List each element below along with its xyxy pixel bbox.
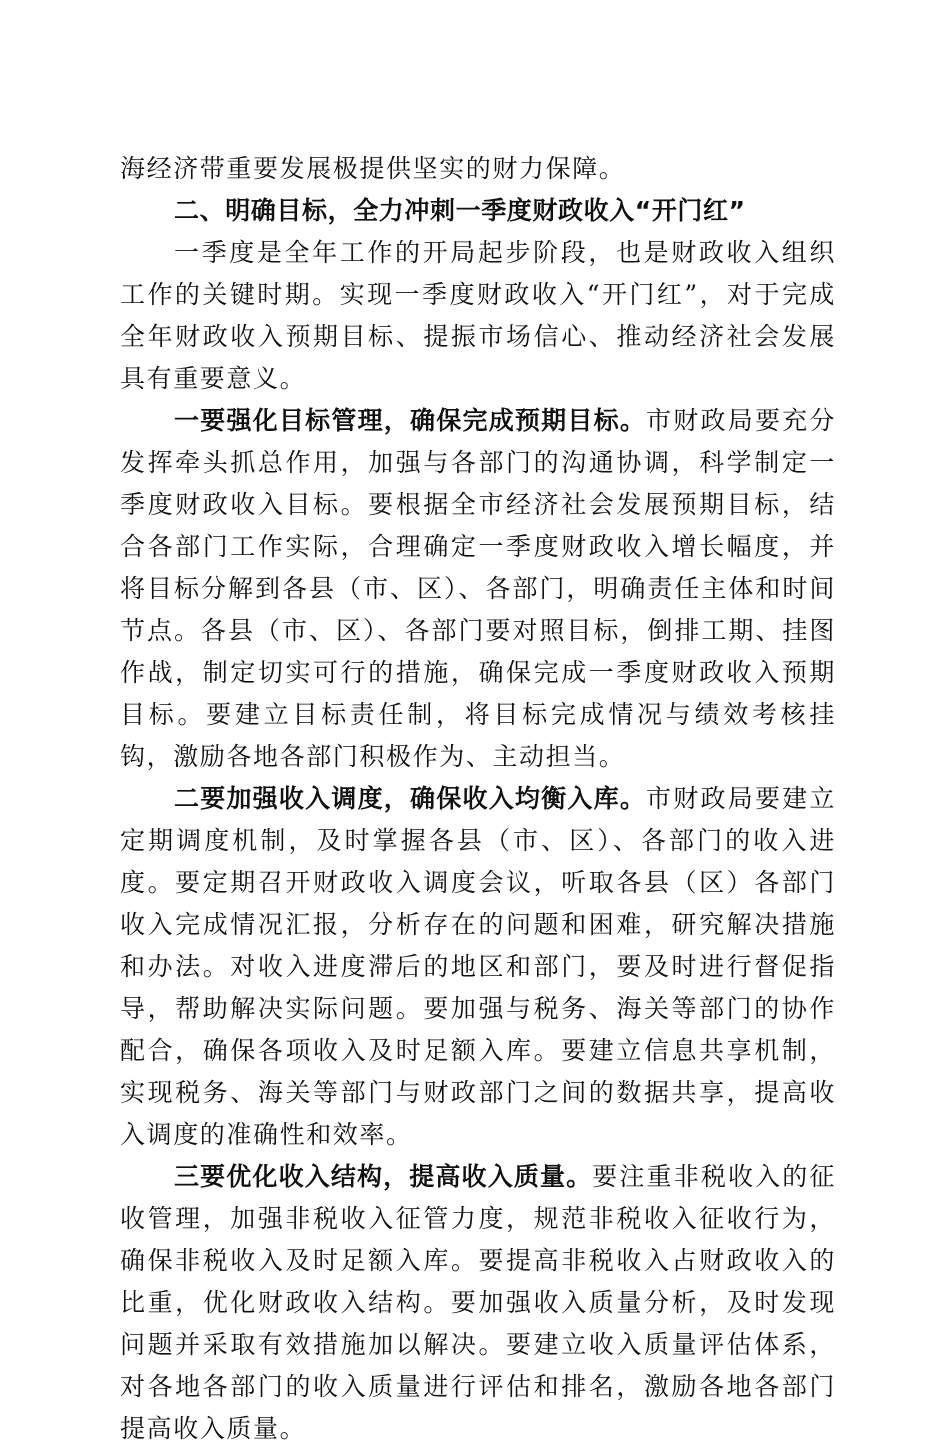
point-body-3: 要注重非税收入的征收管理，加强非税收入征管力度，规范非税收入征收行为，确保非税收入及时足额入库。要提高非税收入占财政收入的比重，优化财政收入结构。要加强收入质量分析，及时发现问题并采取有效措施加以解决。要建立收入质量评估体系，对各地各部门的收入质量进行评估和排名，激励各地各部门提高收入质量。: [120, 1162, 836, 1443]
point-paragraph-3: [120, 1156, 836, 1450]
point-paragraph-2: [120, 778, 836, 1156]
point-body-1: 市财政局要充分发挥牵头抓总作用，加强与各部门的沟通协调，科学制定一季度财政收入目标。要根据全市经济社会发展预期目标，结合各部门工作实际，合理确定一季度财政收入增长幅度，并将目标分解到各县（市、区）、各部门，明确责任主体和时间节点。各县（市、区）、各部门要对照目标，倒排工期、挂图作战，制定切实可行的措施，确保完成一季度财政收入预期目标。要建立目标责任制，将目标完成情况与绩效考核挂钩，激励各地各部门积极作为、主动担当。: [120, 406, 836, 771]
point-paragraph-1: [120, 400, 836, 778]
document-body: [120, 148, 836, 1450]
point-lead-3: 三要优化收入结构，提高收入质量。: [174, 1162, 593, 1191]
section-intro-paragraph: 一季度是全年工作的开局起步阶段，也是财政收入组织工作的关键时期。实现一季度财政收入“开门红”，对于完成全年财政收入预期目标、提振市场信心、推动经济社会发展具有重要意义。: [120, 238, 836, 393]
point-lead-1: 一要强化目标管理，确保完成预期目标。: [174, 406, 647, 435]
point-lead-2: 二要加强收入调度，确保收入均衡入库。: [174, 784, 647, 813]
section-heading: 二、明确目标，全力冲刺一季度财政收入“开门红”: [174, 196, 746, 225]
intro-tail-paragraph: 海经济带重要发展极提供坚实的财力保障。: [120, 154, 626, 183]
point-body-2: 市财政局要建立定期调度机制，及时掌握各县（市、区）、各部门的收入进度。要定期召开财政收入调度会议，听取各县（区）各部门收入完成情况汇报，分析存在的问题和困难，研究解决措施和办法。对收入进度滞后的地区和部门，要及时进行督促指导，帮助解决实际问题。要加强与税务、海关等部门的协作配合，确保各项收入及时足额入库。要建立信息共享机制，实现税务、海关等部门与财政部门之间的数据共享，提高收入调度的准确性和效率。: [120, 784, 836, 1149]
